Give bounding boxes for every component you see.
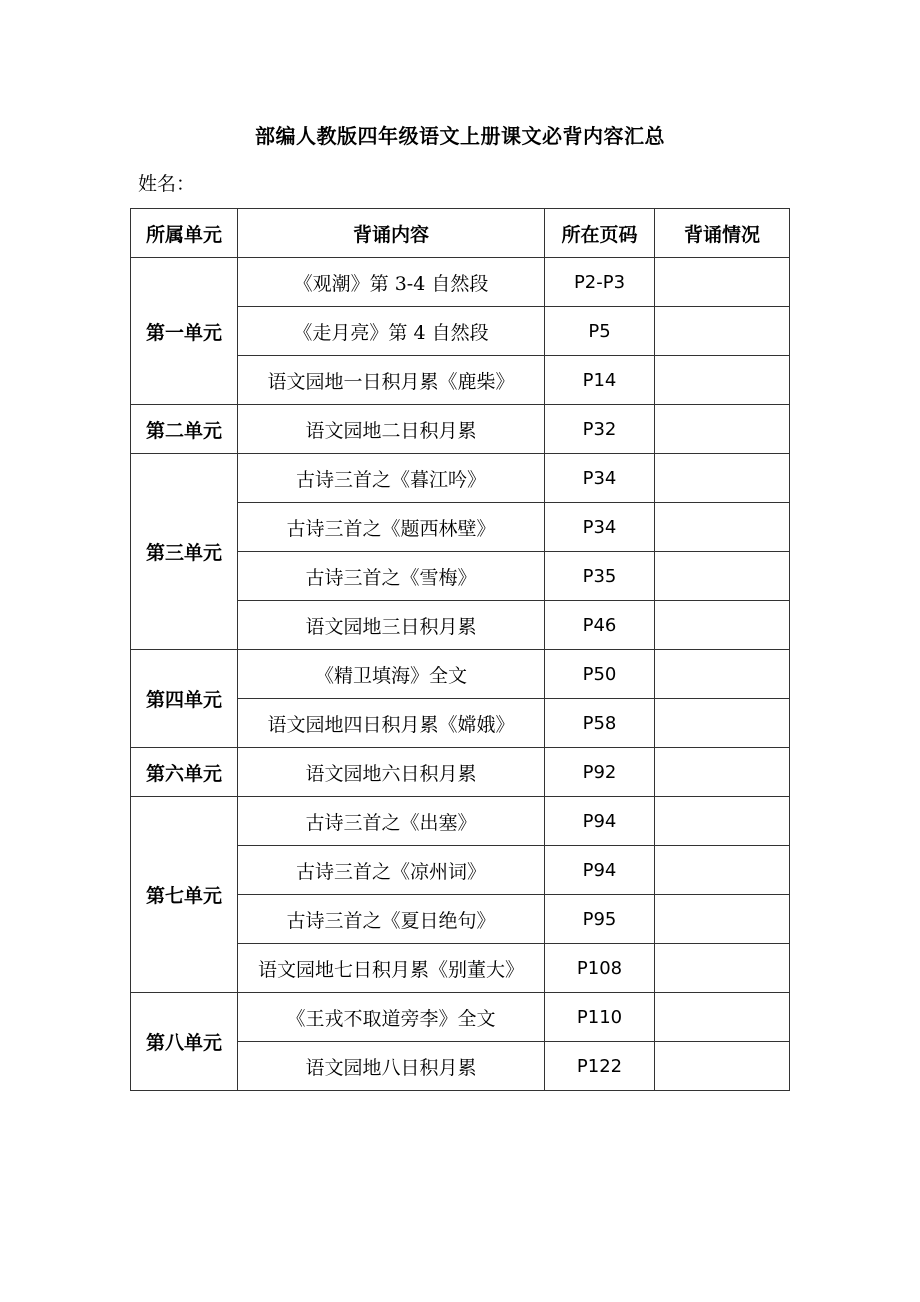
page-cell: P110 [545,993,655,1042]
content-cell: 《精卫填海》全文 [238,650,545,699]
page-cell: P2-P3 [545,258,655,307]
status-cell[interactable] [655,552,790,601]
status-cell[interactable] [655,601,790,650]
page-cell: P95 [545,895,655,944]
unit-cell: 第七单元 [131,797,238,993]
table-body [131,258,790,1091]
status-cell[interactable] [655,895,790,944]
content-cell: 古诗三首之《题西林壁》 [238,503,545,552]
status-cell[interactable] [655,650,790,699]
status-cell[interactable] [655,356,790,405]
status-cell[interactable] [655,405,790,454]
page-cell: P34 [545,454,655,503]
page-cell: P14 [545,356,655,405]
header-page: 所在页码 [545,209,655,258]
status-cell[interactable] [655,1042,790,1091]
document-title: 部编人教版四年级语文上册课文必背内容汇总 [255,124,665,148]
header-unit: 所属单元 [131,209,238,258]
content-cell: 古诗三首之《凉州词》 [238,846,545,895]
status-cell[interactable] [655,846,790,895]
content-cell: 语文园地七日积月累《别董大》 [238,944,545,993]
status-cell[interactable] [655,454,790,503]
page-cell: P94 [545,797,655,846]
unit-cell: 第一单元 [131,258,238,405]
page-cell: P50 [545,650,655,699]
page-cell: P108 [545,944,655,993]
unit-cell: 第三单元 [131,454,238,650]
content-cell: 《观潮》第 3-4 自然段 [238,258,545,307]
table-row [131,748,790,797]
unit-cell: 第八单元 [131,993,238,1091]
status-cell[interactable] [655,748,790,797]
status-cell[interactable] [655,503,790,552]
status-cell[interactable] [655,944,790,993]
unit-cell: 第四单元 [131,650,238,748]
content-cell: 语文园地二日积月累 [238,405,545,454]
unit-cell: 第六单元 [131,748,238,797]
content-cell: 语文园地一日积月累《鹿柴》 [238,356,545,405]
table-row [131,650,790,699]
table-row [131,993,790,1042]
content-cell: 古诗三首之《夏日绝句》 [238,895,545,944]
page-cell: P92 [545,748,655,797]
status-cell[interactable] [655,307,790,356]
content-cell: 《走月亮》第 4 自然段 [238,307,545,356]
page-cell: P32 [545,405,655,454]
content-cell: 古诗三首之《雪梅》 [238,552,545,601]
content-cell: 语文园地八日积月累 [238,1042,545,1091]
content-cell: 语文园地四日积月累《嫦娥》 [238,699,545,748]
table-row [131,797,790,846]
page-cell: P46 [545,601,655,650]
table-row [131,454,790,503]
page-cell: P94 [545,846,655,895]
recitation-table [130,208,790,1091]
unit-cell: 第二单元 [131,405,238,454]
page-cell: P35 [545,552,655,601]
content-cell: 《王戎不取道旁李》全文 [238,993,545,1042]
page-cell: P34 [545,503,655,552]
page-cell: P58 [545,699,655,748]
table-row [131,405,790,454]
status-cell[interactable] [655,797,790,846]
table-header-row [131,209,790,258]
content-cell: 语文园地三日积月累 [238,601,545,650]
header-status: 背诵情况 [655,209,790,258]
page-cell: P5 [545,307,655,356]
page-cell: P122 [545,1042,655,1091]
status-cell[interactable] [655,993,790,1042]
content-cell: 古诗三首之《暮江吟》 [238,454,545,503]
status-cell[interactable] [655,699,790,748]
content-cell: 语文园地六日积月累 [238,748,545,797]
table-row [131,258,790,307]
header-content: 背诵内容 [238,209,545,258]
content-cell: 古诗三首之《出塞》 [238,797,545,846]
status-cell[interactable] [655,258,790,307]
name-field-label: 姓名： [138,173,196,195]
